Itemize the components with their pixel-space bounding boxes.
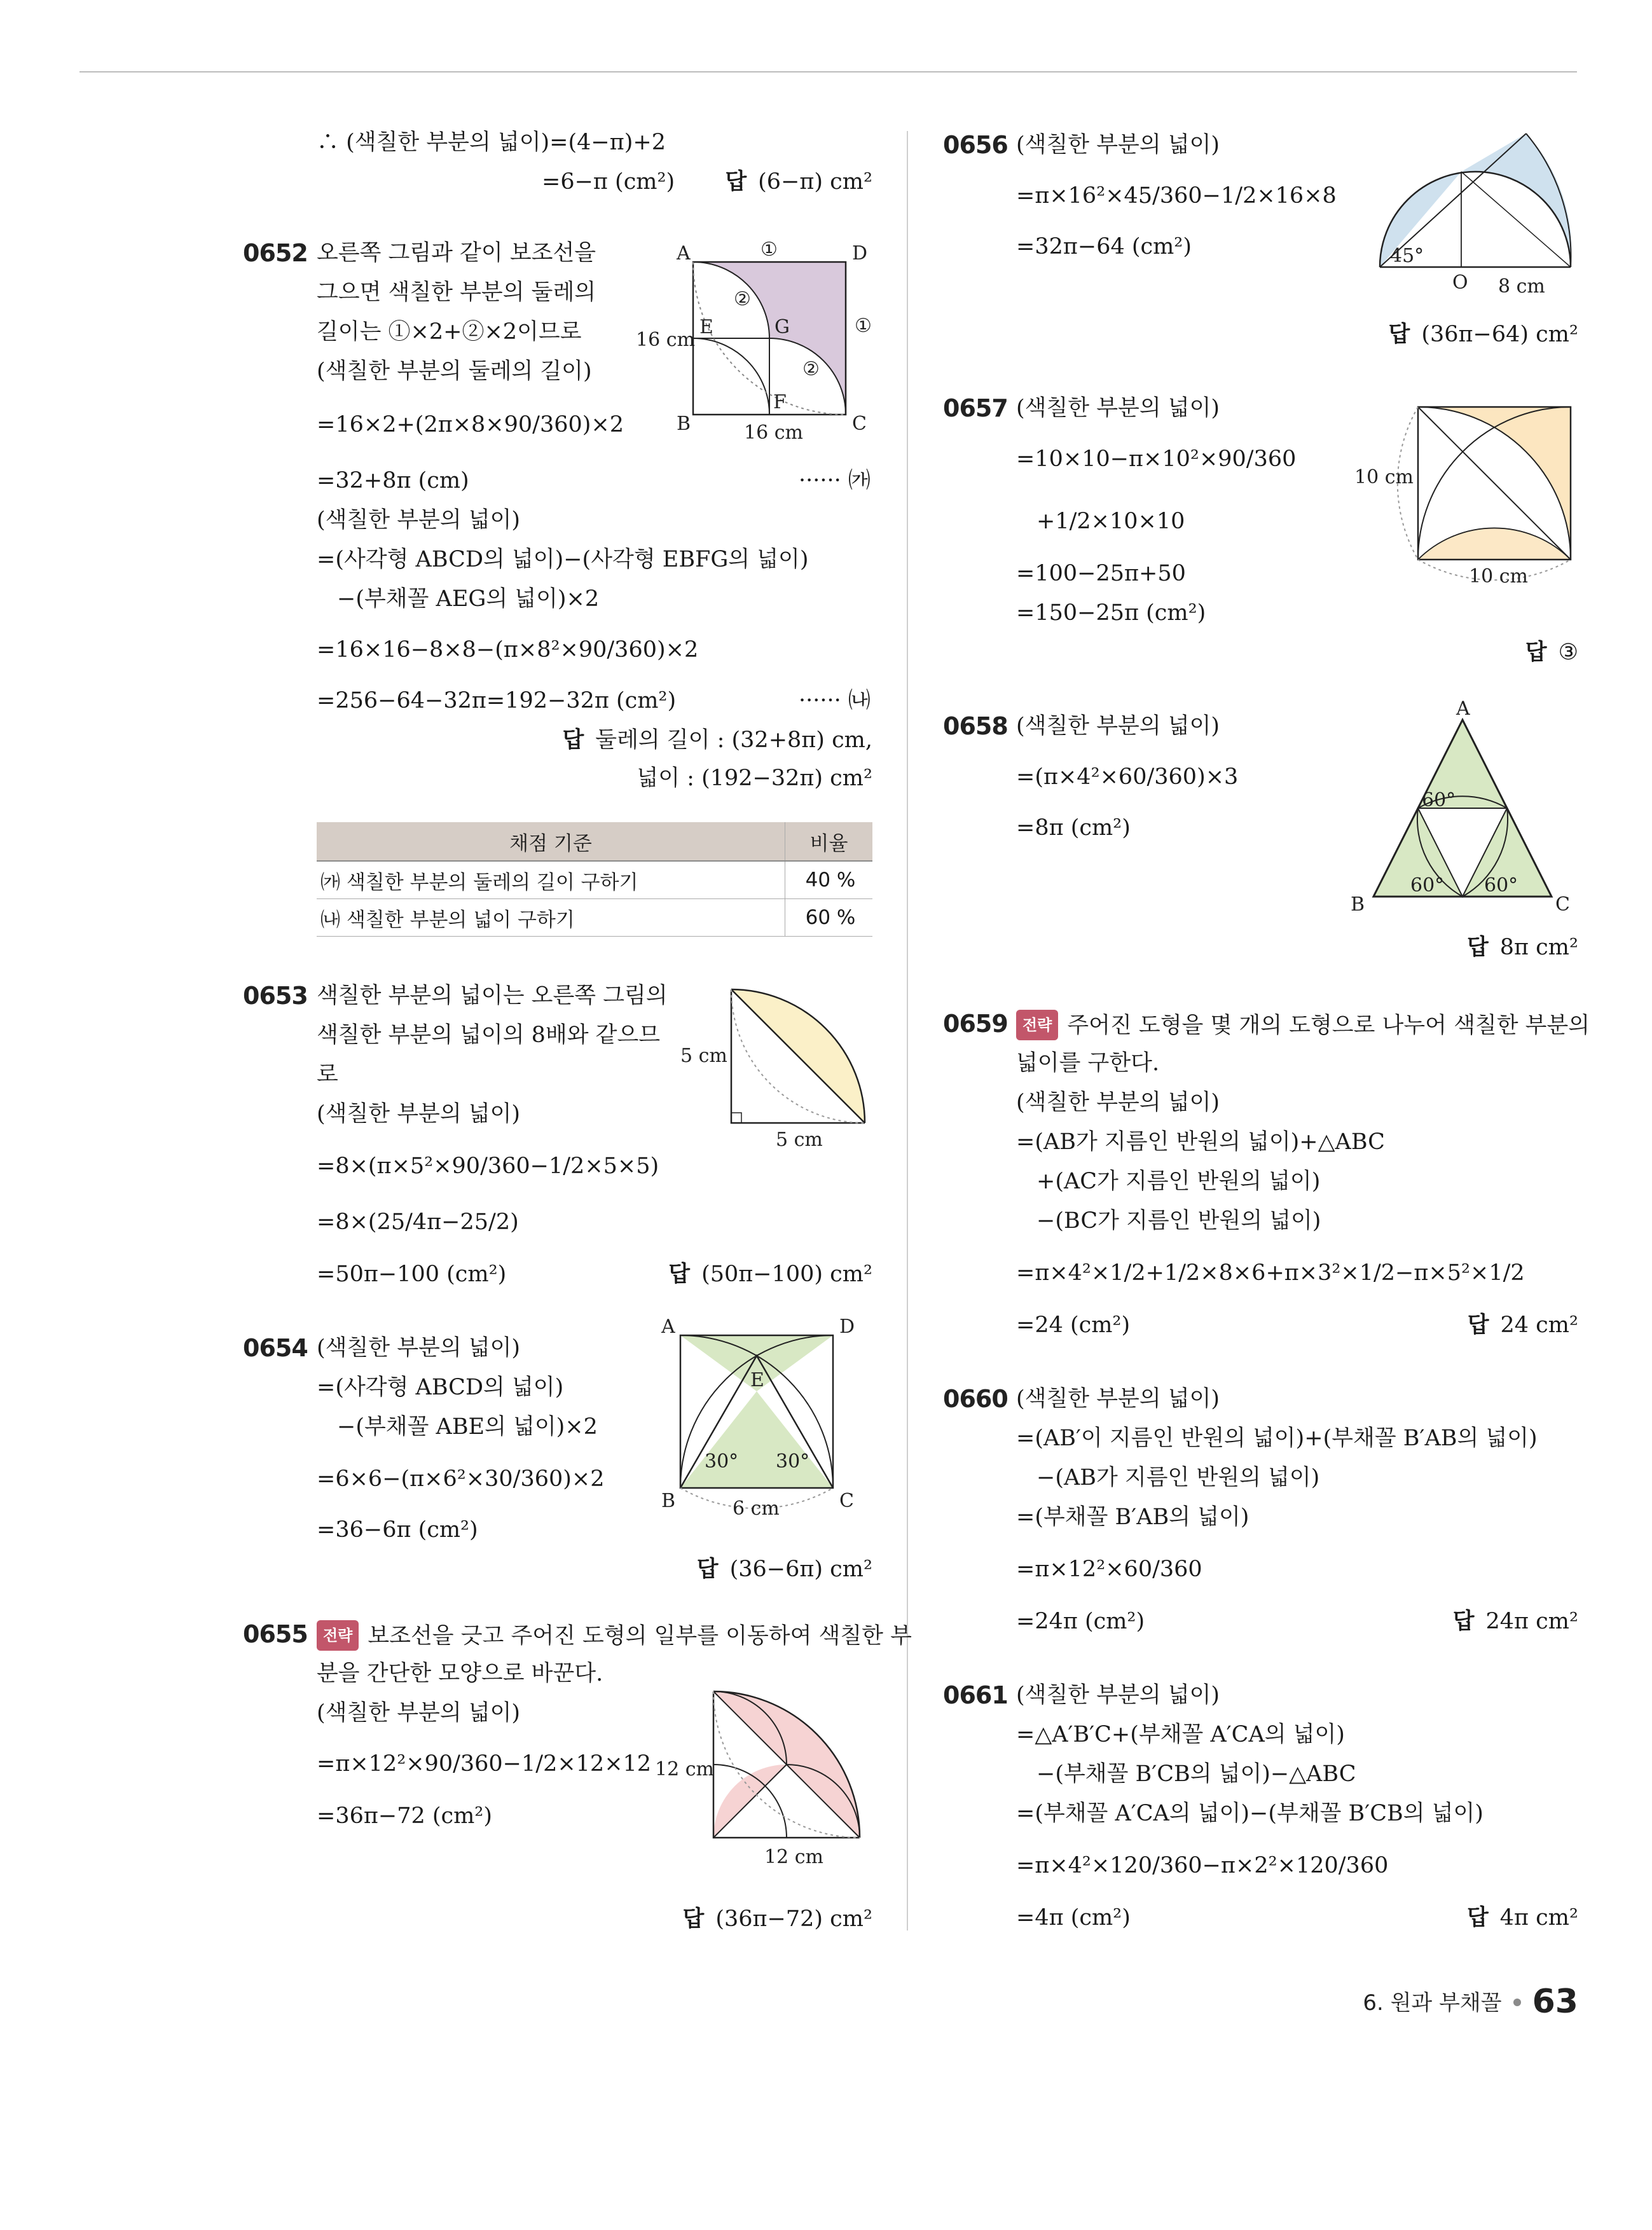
fig-label-A: A (677, 242, 691, 265)
fig-side-bottom: 6 cm (733, 1497, 780, 1520)
mark-ga: ······ ㈎ (799, 468, 871, 493)
p0655-line: (색칠한 부분의 넓이) (317, 1700, 521, 1726)
answer-label: 답 (725, 169, 747, 195)
fig-label-C: C (839, 1490, 854, 1512)
p0654-line: (색칠한 부분의 넓이) (317, 1335, 521, 1361)
p0652-line: =32+8π (cm) (317, 468, 469, 493)
answer-text: ③ (1558, 640, 1578, 665)
fig-angle-1: 60° (1422, 789, 1456, 811)
p0652-line: =256−64−32π=192−32π (cm²) (317, 688, 677, 713)
fig-label-A: A (661, 1316, 675, 1338)
answer-label: 답 (1466, 935, 1489, 960)
fig-radius: 8 cm (1498, 275, 1545, 298)
fig-label-C: C (1555, 893, 1570, 916)
column-divider (907, 131, 908, 1931)
answer-text: 4π cm² (1499, 1905, 1578, 1931)
fig-label-circle-2: ② (734, 288, 751, 310)
fig-angle-right: 30° (776, 1450, 810, 1473)
p0653-line: =8×(25/4π−25/2) (317, 1209, 519, 1235)
figure-0652 (636, 238, 878, 451)
answer-label: 답 (696, 1557, 719, 1582)
p0652-answer-1 (562, 726, 872, 754)
p0661-line: (색칠한 부분의 넓이) (1016, 1683, 1220, 1708)
p0655-line: =36π−72 (cm²) (317, 1803, 492, 1829)
answer-label: 답 (1452, 1609, 1475, 1634)
p0652-line: =(사각형 ABCD의 넓이)−(사각형 EBFG의 넓이) (317, 547, 809, 572)
fig-label-B: B (661, 1490, 676, 1512)
fig-label-D: D (852, 242, 868, 265)
p0658-line: =(π×4²×60/360)×3 (1016, 764, 1239, 790)
p0659-answer (1468, 1311, 1578, 1339)
p0659-line: =24 (cm²) (1016, 1312, 1131, 1338)
p0654-answer (697, 1555, 872, 1583)
answer-label: 답 (1466, 1905, 1489, 1931)
intro-line-1: ∴ (색칠한 부분의 넓이)=(4−π)+2 (317, 130, 666, 155)
fig-label-E: E (750, 1369, 764, 1391)
p0656-line: (색칠한 부분의 넓이) (1016, 132, 1220, 158)
p0661-line: =(부채꼴 A′CA의 넓이)−(부채꼴 B′CB의 넓이) (1016, 1801, 1483, 1826)
p0652-line: =16×16−8×8−(π×8²×90/360)×2 (317, 637, 699, 663)
problem-number-0655: 0655 (243, 1620, 308, 1648)
answer-text: 24 cm² (1500, 1312, 1578, 1338)
answer-label: 답 (1467, 1312, 1489, 1338)
answer-text: (36−6π) cm² (729, 1557, 872, 1582)
p0659-line: (색칠한 부분의 넓이) (1016, 1090, 1220, 1115)
fig-side-bottom: 16 cm (744, 422, 803, 444)
p0657-line: =150−25π (cm²) (1016, 600, 1206, 626)
table-header-ratio: 비율 (785, 822, 873, 861)
p0654-line: =6×6−(π×6²×30/360)×2 (317, 1466, 605, 1492)
p0657-line: +1/2×10×10 (1036, 509, 1185, 534)
fig-side-bottom: 12 cm (764, 1846, 823, 1868)
figure-0654 (655, 1316, 858, 1526)
p0653-line: 색칠한 부분의 넓이는 오른쪽 그림의 (317, 983, 668, 1008)
p0659-line (1016, 1010, 1590, 1040)
figure-0656 (1367, 127, 1583, 312)
p0653-answer (668, 1260, 872, 1288)
p0661-line: =△A′B′C+(부채꼴 A′CA의 넓이) (1016, 1722, 1345, 1747)
p0653-line: =8×(π×5²×90/360−1/2×5×5) (317, 1153, 659, 1179)
p0654-line: =(사각형 ABCD의 넓이) (317, 1375, 564, 1400)
fig-label-circle-1: ① (855, 315, 872, 337)
problem-number-0657: 0657 (943, 394, 1008, 422)
p0657-line: =10×10−π×10²×90/360 (1016, 446, 1297, 472)
top-rule (79, 71, 1577, 72)
fig-label-circle-1: ① (761, 238, 778, 261)
table-cell-ratio: 40 % (785, 861, 873, 899)
p0653-line: 로 (317, 1062, 338, 1087)
chapter-title: 6. 원과 부채꼴 (1363, 1990, 1502, 2016)
table-header-row (317, 822, 872, 861)
problem-number-0652: 0652 (243, 239, 308, 267)
p0660-line: =π×12²×60/360 (1016, 1557, 1202, 1582)
intro-line-2: =6−π (cm²) (542, 169, 675, 195)
p0653-line: =50π−100 (cm²) (317, 1262, 507, 1287)
p0652-line: (색칠한 부분의 둘레의 길이) (317, 359, 592, 384)
p0654-line: =36−6π (cm²) (317, 1517, 478, 1543)
p0652-line: 그으면 색칠한 부분의 둘레의 (317, 280, 596, 305)
p0655-answer (683, 1905, 872, 1933)
fig-side-left: 5 cm (680, 1045, 727, 1067)
problem-number-0660: 0660 (943, 1385, 1008, 1413)
p0660-line: (색칠한 부분의 넓이) (1016, 1386, 1220, 1412)
p0660-answer (1453, 1607, 1578, 1635)
grading-table (317, 822, 872, 937)
p0657-answer (1525, 638, 1578, 666)
p0657-line: =100−25π+50 (1016, 561, 1186, 586)
problem-number-0654: 0654 (243, 1334, 308, 1362)
strategy-tag: 전략 (1016, 1010, 1058, 1040)
fig-side-left: 12 cm (655, 1758, 714, 1780)
p0661-answer (1467, 1904, 1578, 1932)
p0660-line: =24π (cm²) (1016, 1609, 1145, 1634)
p0659-line: +(AC가 지름인 반원의 넓이) (1036, 1169, 1321, 1194)
figure-0657 (1354, 394, 1583, 591)
table-row (317, 899, 872, 937)
answer-label: 답 (1525, 640, 1547, 665)
fig-side-bottom: 5 cm (776, 1129, 823, 1151)
problem-number-0661: 0661 (943, 1681, 1008, 1709)
p0653-line: (색칠한 부분의 넓이) (317, 1101, 521, 1127)
fig-side-bottom: 10 cm (1469, 565, 1528, 588)
answer-label: 답 (562, 727, 584, 753)
mark-na: ······ ㈏ (799, 688, 871, 713)
intro-answer (725, 168, 872, 196)
p0652-answer-2: 넓이 : (192−32π) cm² (637, 766, 872, 791)
table-cell-criterion: ㈎ 색칠한 부분의 둘레의 길이 구하기 (317, 861, 785, 899)
problem-number-0653: 0653 (243, 982, 308, 1010)
problem-number-0656: 0656 (943, 131, 1008, 159)
answer-text: (36π−72) cm² (715, 1906, 872, 1932)
fig-angle-left: 30° (705, 1450, 739, 1473)
p0655-line: 분을 간단한 모양으로 바꾼다. (317, 1661, 603, 1686)
fig-label-A: A (1456, 698, 1470, 720)
fig-label-E: E (699, 316, 713, 338)
answer-text: 8π cm² (1499, 935, 1578, 960)
p0654-line: −(부채꼴 ABE의 넓이)×2 (337, 1414, 598, 1440)
fig-label-D: D (839, 1316, 855, 1338)
table-header-criterion: 채점 기준 (317, 822, 785, 861)
p0659-line-text: 주어진 도형을 몇 개의 도형으로 나누어 색칠한 부분의 (1067, 1013, 1590, 1038)
fig-label-B: B (677, 413, 691, 435)
p0652-line: 길이는 ①×2+②×2이므로 (317, 319, 582, 345)
page-footer (1363, 1983, 1578, 2021)
fig-label-C: C (852, 413, 867, 435)
answer-text: 둘레의 길이 : (32+8π) cm, (595, 727, 872, 753)
table-cell-ratio: 60 % (785, 899, 873, 937)
strategy-tag: 전략 (317, 1620, 359, 1651)
p0658-line: =8π (cm²) (1016, 815, 1131, 841)
fig-side-left: 10 cm (1354, 466, 1414, 488)
figure-0653 (680, 977, 871, 1155)
fig-side-left: 16 cm (636, 329, 695, 351)
p0652-line: (색칠한 부분의 넓이) (317, 507, 521, 533)
p0661-line: −(부채꼴 B′CB의 넓이)−△ABC (1036, 1761, 1356, 1787)
fig-angle-3: 60° (1484, 874, 1518, 897)
figure-0658 (1342, 698, 1583, 916)
p0660-line: −(AB가 지름인 반원의 넓이) (1036, 1465, 1320, 1490)
p0660-line: =(AB′이 지름인 반원의 넓이)+(부채꼴 B′AB의 넓이) (1016, 1426, 1538, 1451)
p0658-line: (색칠한 부분의 넓이) (1016, 713, 1220, 739)
answer-text: (6−π) cm² (758, 169, 872, 195)
figure-0655 (655, 1679, 865, 1889)
answer-text: (50π−100) cm² (701, 1262, 872, 1287)
p0656-answer (1389, 320, 1578, 348)
p0656-line: =32π−64 (cm²) (1016, 234, 1192, 259)
p0659-line: =π×4²×1/2+1/2×8×6+π×3²×1/2−π×5²×1/2 (1016, 1260, 1525, 1286)
answer-text: (36π−64) cm² (1421, 322, 1578, 347)
p0655-line (317, 1620, 912, 1651)
footer-dot (1513, 1999, 1521, 2006)
page-number: 63 (1532, 1983, 1578, 2021)
p0660-line: =(부채꼴 B′AB의 넓이) (1016, 1504, 1249, 1530)
fig-label-circle-2: ② (802, 358, 820, 380)
answer-text: 24π cm² (1485, 1609, 1578, 1634)
p0659-line: =(AB가 지름인 반원의 넓이)+△ABC (1016, 1129, 1385, 1155)
answer-label: 답 (1388, 322, 1410, 347)
p0655-line-text: 보조선을 긋고 주어진 도형의 일부를 이동하여 색칠한 부 (368, 1623, 912, 1649)
fig-angle: 45° (1390, 245, 1424, 267)
fig-label-O: O (1452, 272, 1468, 294)
problem-number-0658: 0658 (943, 712, 1008, 740)
p0661-line: =π×4²×120/360−π×2²×120/360 (1016, 1853, 1389, 1878)
problem-number-0659: 0659 (943, 1010, 1008, 1038)
p0655-line: =π×12²×90/360−1/2×12×12 (317, 1751, 652, 1777)
answer-label: 답 (668, 1262, 691, 1287)
table-cell-criterion: ㈏ 색칠한 부분의 넓이 구하기 (317, 899, 785, 937)
p0652-line: 오른쪽 그림과 같이 보조선을 (317, 240, 596, 266)
fig-label-G: G (774, 316, 790, 338)
p0661-line: =4π (cm²) (1016, 1905, 1131, 1931)
p0659-line: 넓이를 구한다. (1016, 1050, 1160, 1076)
fig-angle-2: 60° (1410, 874, 1445, 897)
p0653-line: 색칠한 부분의 넓이의 8배와 같으므 (317, 1022, 661, 1048)
p0659-line: −(BC가 지름인 반원의 넓이) (1036, 1208, 1321, 1234)
fig-label-F: F (773, 391, 787, 413)
p0656-line: =π×16²×45/360−1/2×16×8 (1016, 183, 1337, 209)
fig-label-B: B (1351, 893, 1365, 916)
table-row (317, 861, 872, 899)
answer-label: 답 (682, 1906, 705, 1932)
p0652-line: =16×2+(2π×8×90/360)×2 (317, 412, 624, 437)
p0657-line: (색칠한 부분의 넓이) (1016, 396, 1220, 421)
p0652-line: −(부채꼴 AEG의 넓이)×2 (337, 586, 600, 612)
p0658-answer (1467, 933, 1578, 961)
